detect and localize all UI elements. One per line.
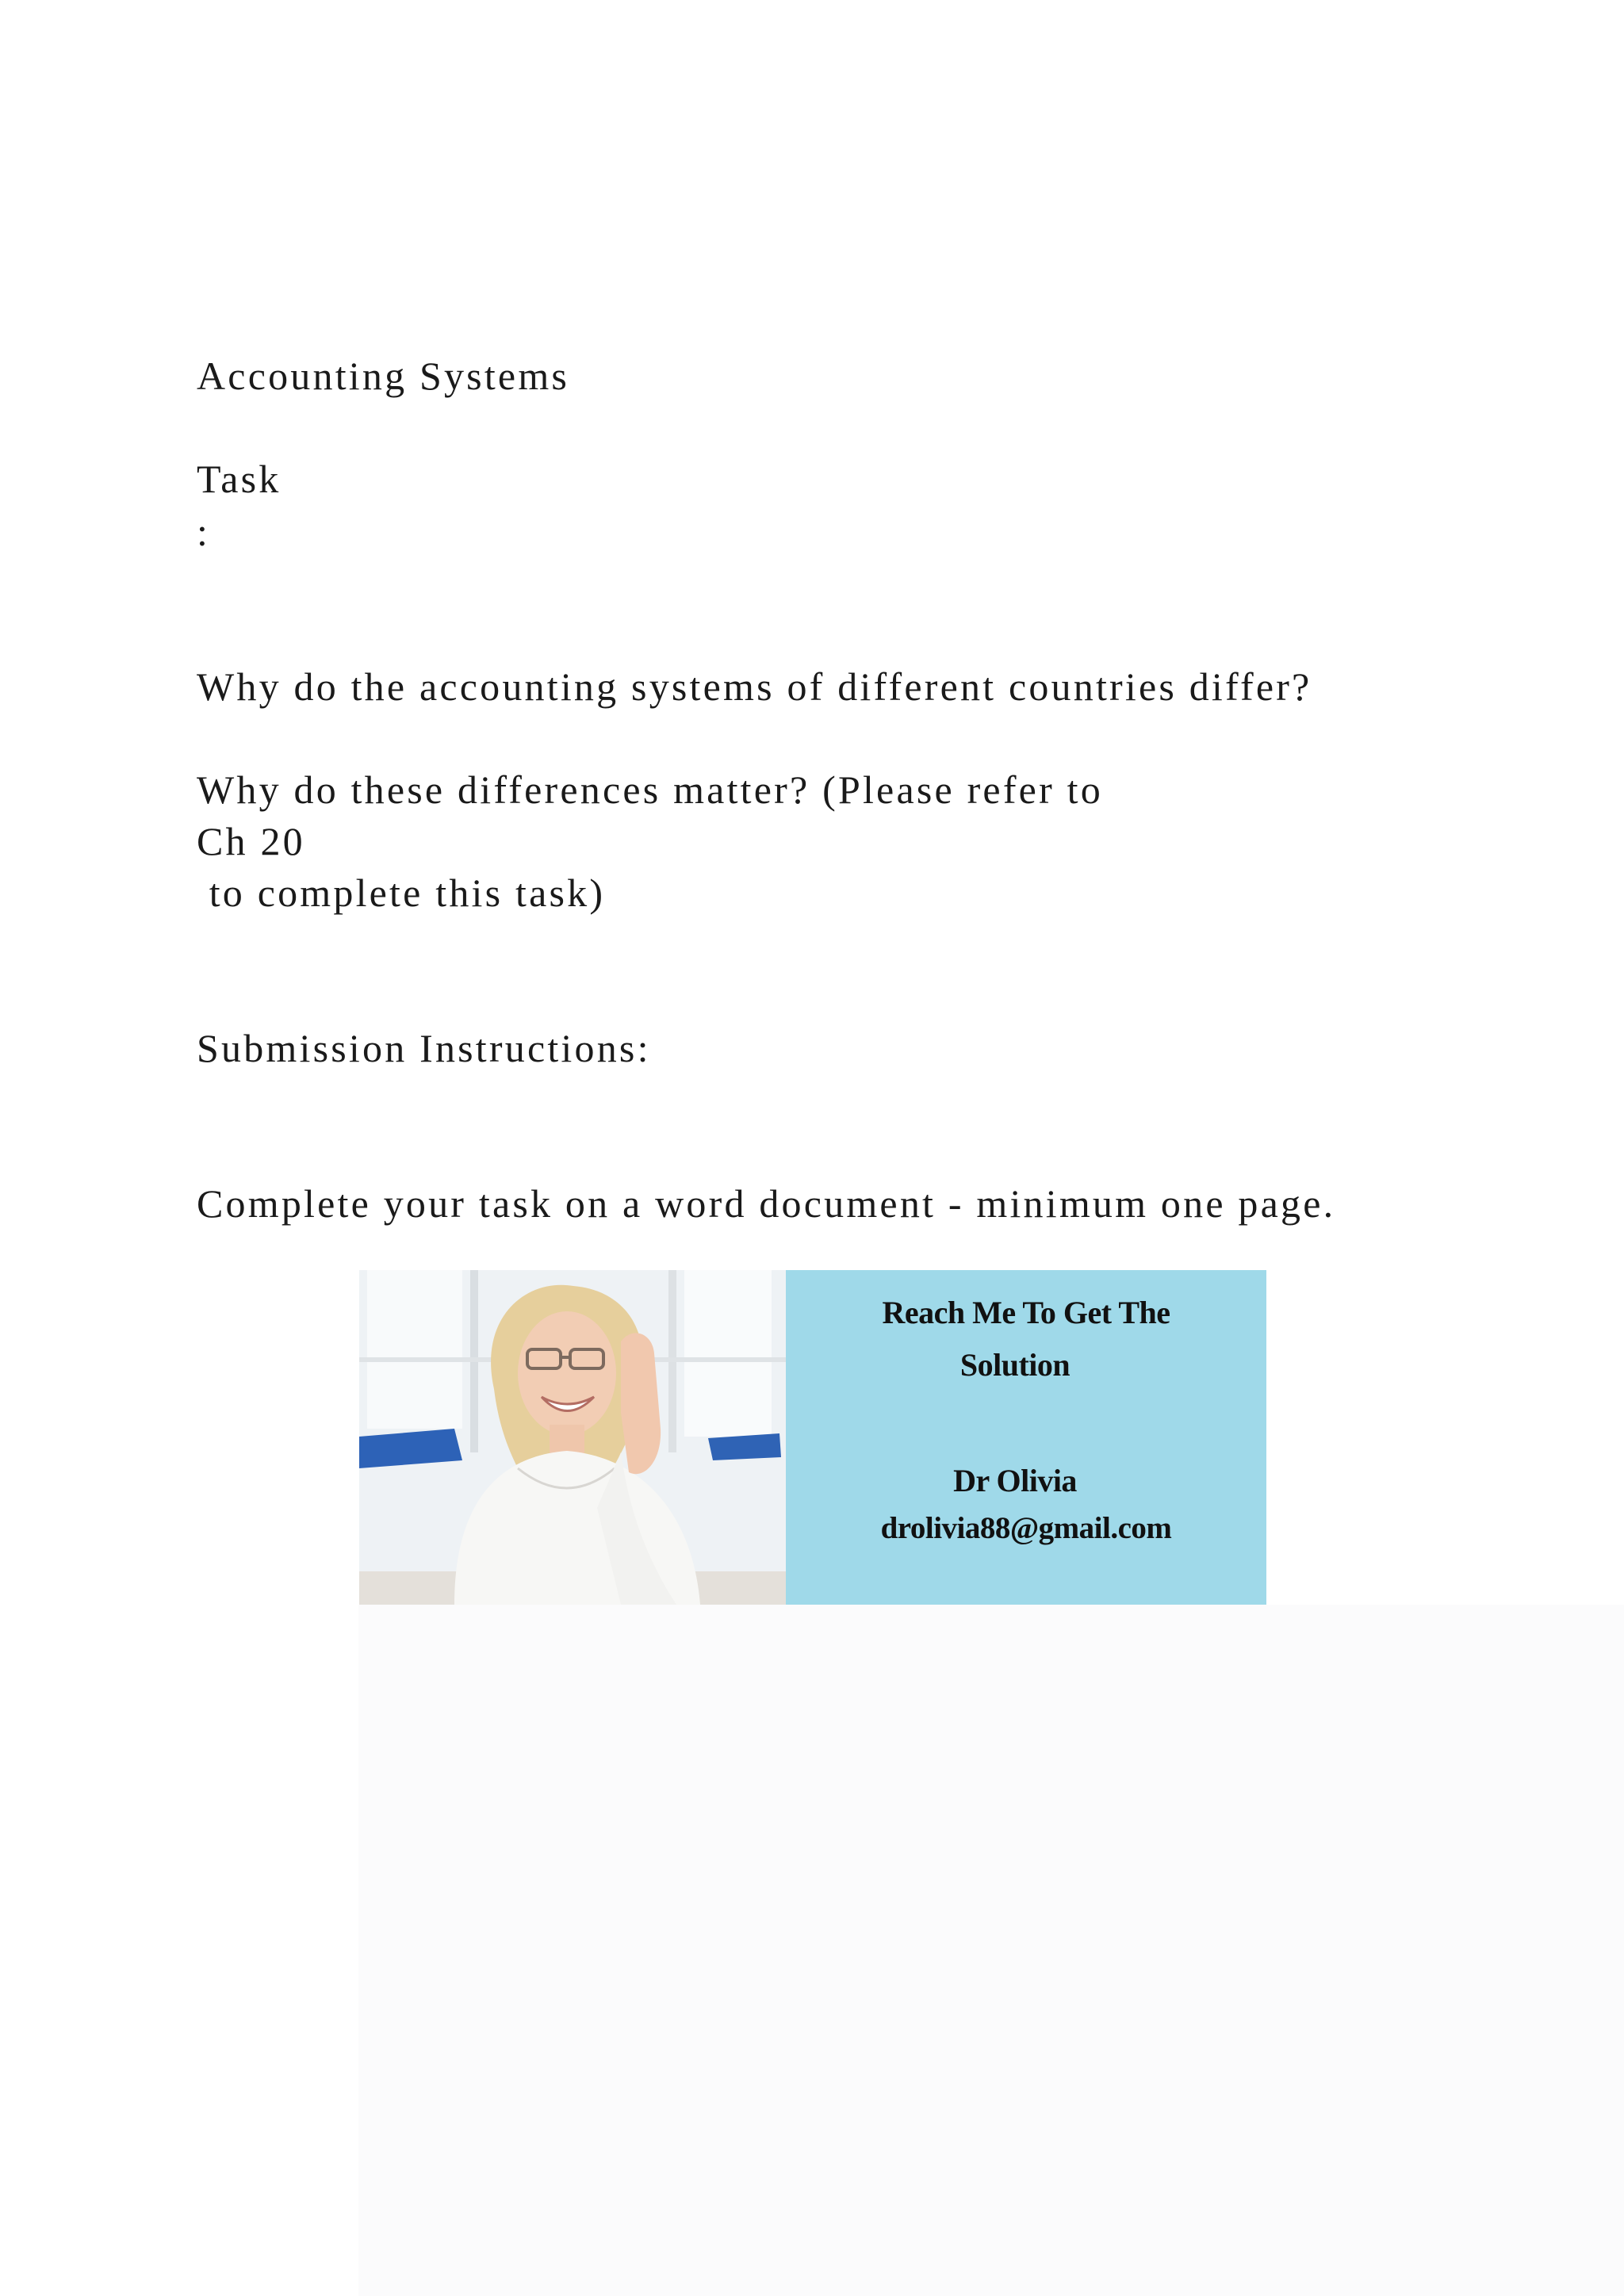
question-two-line-3: to complete this task) (197, 871, 606, 915)
banner-contact-email: drolivia88@gmail.com (880, 1511, 1172, 1545)
contact-panel (786, 1270, 1266, 1605)
task-label: Task (197, 457, 282, 501)
document-title: Accounting Systems (197, 354, 570, 398)
question-two-chapter-ref: Ch 20 (197, 819, 305, 863)
banner-heading-line-2: Solution (959, 1347, 1071, 1383)
banner-heading-line-1: Reach Me To Get The (882, 1295, 1170, 1330)
contact-banner (359, 1270, 1266, 1605)
task-colon: : (197, 510, 211, 554)
scan-shade (358, 1605, 1624, 2296)
question-one: Why do the accounting systems of different countries differ? (197, 664, 1312, 709)
woman-with-glasses-photo (359, 1270, 786, 1605)
question-two-line-1: Why do these differences matter? (Please refer to (197, 767, 1103, 812)
banner-contact-name: Dr Olivia (953, 1463, 1077, 1498)
submission-text: Complete your task on a word document - minimum one page. (197, 1181, 1336, 1226)
submission-heading: Submission Instructions: (197, 1026, 651, 1070)
